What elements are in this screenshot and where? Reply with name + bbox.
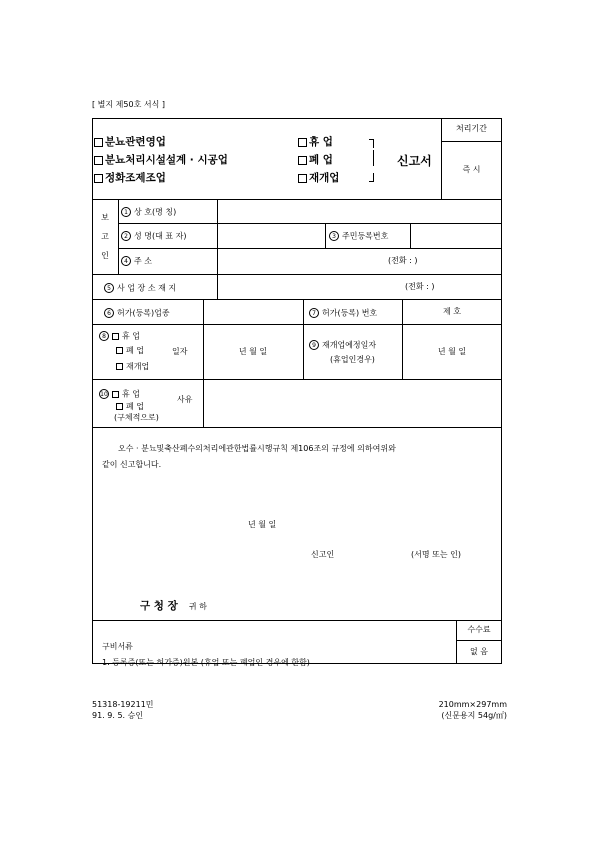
license-number-label: 7 허가(등록) 번호 (309, 308, 377, 318)
divider (441, 141, 502, 142)
divider (118, 223, 502, 224)
bracket (369, 173, 374, 182)
divider (92, 274, 502, 275)
footer-paper-size: 210mm×297mm (438, 700, 507, 709)
closure-option-reopen[interactable]: 재개업 (116, 363, 149, 371)
checkbox[interactable] (94, 156, 103, 165)
address-field[interactable] (219, 250, 500, 272)
checkbox[interactable] (298, 174, 307, 183)
declaration-line-2: 같이 신고합니다. (102, 460, 162, 469)
checkbox[interactable] (112, 333, 119, 340)
footer-approval: 91. 9. 5. 승인 (92, 711, 144, 720)
footer-code: 51318-19211민 (92, 700, 154, 709)
trade-name-label: 1 상 호(명 칭) (121, 207, 176, 217)
signature-label: (서명 또는 인) (411, 550, 461, 559)
reason-sub: (구체적으로) (114, 413, 159, 422)
reporter-label-1: 보 (101, 213, 109, 222)
form-code: [ 별지 제50호 서식 ] (92, 100, 165, 109)
divider (92, 620, 502, 621)
processing-period-label: 처리기간 (456, 124, 487, 133)
divider (118, 199, 119, 274)
name-field[interactable] (219, 225, 323, 246)
divider (203, 299, 204, 427)
bracket (369, 139, 374, 148)
divider (92, 199, 502, 200)
reopen-date-value[interactable]: 년 월 일 (437, 347, 467, 356)
reporter-sign-label: 신고인 (311, 550, 335, 559)
divider (303, 299, 304, 379)
reporter-label-2: 고 (101, 232, 109, 241)
closure-date-value[interactable]: 년 월 일 (238, 347, 268, 356)
footer-paper-type: (신문용지 54g/㎡) (441, 711, 507, 720)
recipient: 구 청 장 귀 하 (140, 600, 207, 612)
divider (456, 640, 502, 641)
resident-number-field[interactable] (412, 225, 500, 246)
documents-label: 구비서류 (102, 642, 133, 651)
checkbox[interactable] (116, 347, 123, 354)
option-reopen[interactable]: 재개업 (298, 173, 339, 184)
form-title: 신고서 (397, 154, 432, 168)
reason-field[interactable] (205, 381, 500, 425)
license-type-label: 6 허가(등록)업종 (104, 308, 170, 318)
license-type-field[interactable] (205, 301, 301, 322)
divider (92, 427, 502, 428)
name-label: 2 성 명(대 표 자) (121, 231, 187, 241)
reason-option-close[interactable]: 폐 업 (116, 403, 144, 411)
business-location-field[interactable] (219, 276, 500, 297)
address-phone: (전화 : ) (388, 256, 418, 265)
address-label: 4 주 소 (121, 256, 152, 266)
checkbox[interactable] (94, 138, 103, 147)
option-facility-design[interactable]: 분뇨처리시설설계 · 시공업 (94, 155, 228, 166)
trade-name-field[interactable] (219, 201, 500, 221)
fee-label: 수수료 (467, 625, 491, 634)
divider (92, 379, 502, 380)
business-location-label: 5 사 업 장 소 재 지 (104, 283, 176, 293)
option-close[interactable]: 폐 업 (298, 155, 333, 166)
checkbox[interactable] (298, 156, 307, 165)
reopen-date-sub: (휴업인경우) (330, 355, 375, 364)
license-number-value: 제 호 (443, 307, 461, 316)
checkbox[interactable] (94, 174, 103, 183)
documents-item-1: 1. 등록증(또는 허가증)원본 (휴업 또는 폐업인 경우에 한함) (102, 658, 310, 667)
divider (410, 223, 411, 248)
processing-period-value: 즉 시 (462, 165, 481, 174)
divider (92, 299, 502, 300)
fee-value: 없 음 (470, 647, 488, 656)
declaration-date: 년 월 일 (248, 520, 277, 529)
checkbox[interactable] (112, 391, 119, 398)
checkbox[interactable] (116, 363, 123, 370)
closure-option-suspend[interactable]: 8 휴 업 (99, 331, 140, 341)
bracket (373, 150, 374, 166)
resident-number-label: 3 주민등록번호 (329, 231, 388, 241)
declaration-line-1: 오수 · 분뇨및축산폐수의처리에관한법률시행규칙 제106조의 규정에 의하여위와 (118, 444, 396, 453)
divider (92, 324, 502, 325)
reason-label: 사유 (177, 395, 193, 404)
divider (325, 223, 326, 248)
checkbox[interactable] (116, 403, 123, 410)
divider (118, 248, 502, 249)
option-suspend[interactable]: 휴 업 (298, 137, 333, 148)
checkbox[interactable] (298, 138, 307, 147)
reason-option-suspend[interactable]: 10 휴 업 (100, 389, 140, 399)
business-location-phone: (전화 : ) (405, 282, 435, 291)
reporter-label-3: 인 (101, 251, 109, 260)
closure-date-label: 일자 (172, 347, 188, 356)
option-sewage-business[interactable]: 분뇨관련영업 (94, 137, 166, 148)
option-septic-manufacturing[interactable]: 정화조제조업 (94, 173, 166, 184)
closure-option-close[interactable]: 폐 업 (116, 347, 144, 355)
reopen-date-label: 9 재개업예정일자 (309, 340, 376, 350)
divider (217, 199, 218, 299)
